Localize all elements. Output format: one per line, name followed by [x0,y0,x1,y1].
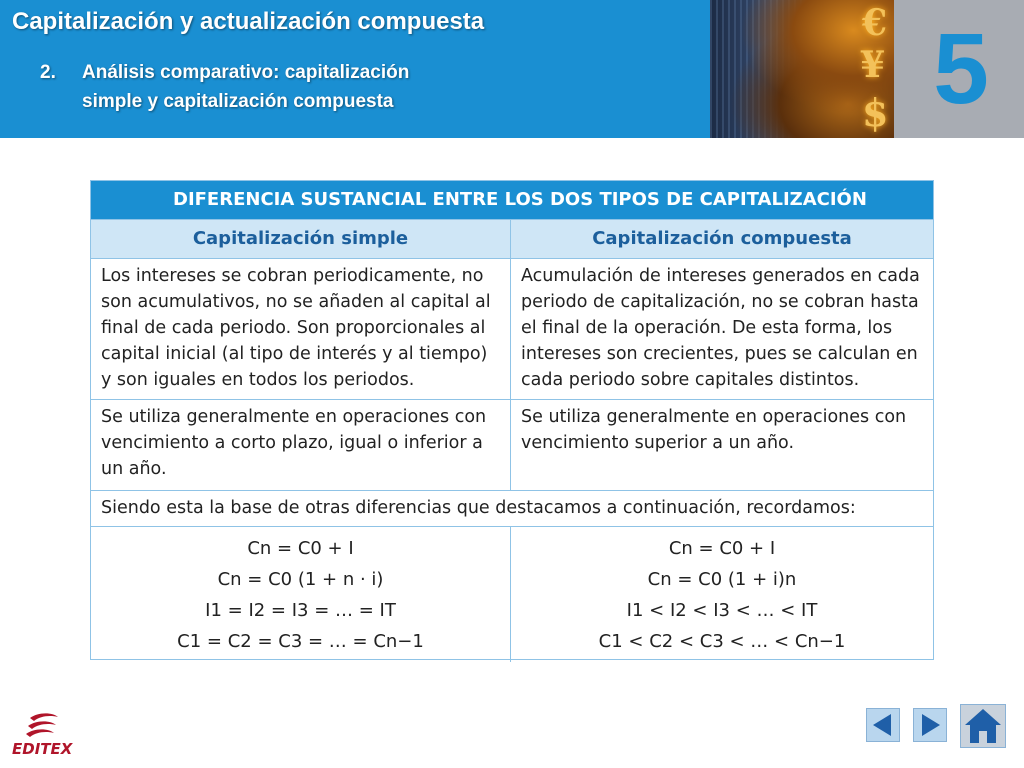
formulas-compound [511,527,933,662]
comparison-table [90,180,934,660]
editex-logo-icon [8,712,78,742]
formula: I1 < I2 < I3 < … < IT [626,600,818,621]
editex-logo [8,712,78,760]
cell-compound-usage: Se utiliza generalmente en operaciones con vencimiento superior a un año. [521,407,907,453]
currency-photo [710,0,894,138]
table-row [91,399,933,490]
table-header-row [91,219,933,258]
formula: Cn = C0 + I [668,538,776,559]
cell-simple-usage: Se utiliza generalmente en operaciones con vencimiento a corto plazo, igual o inferior a un año. [91,400,511,490]
table-note-row: Siendo esta la base de otras diferencias que destacamos a continuación, recordamos: [91,490,933,526]
formula: C1 < C2 < C3 < … < Cn−1 [598,631,846,652]
section-title-line2: simple y capitalización compuesta [82,91,394,112]
formula: Cn = C0 (1 + n · i) [217,569,384,590]
section-heading [40,58,409,116]
table-row [91,258,933,399]
col-header-simple: Capitalización simple [91,220,511,258]
slide-header [0,0,1024,138]
formulas-simple [91,527,511,662]
formula: C1 = C2 = C3 = … = Cn−1 [177,631,424,652]
next-slide-button[interactable] [913,708,947,742]
slide-title: Capitalización y actualización compuesta [12,8,485,35]
formula: Cn = C0 + I [247,538,354,559]
yen-symbol: ¥ [860,44,886,86]
formula: Cn = C0 (1 + i)n [647,569,797,590]
section-title-line1: Análisis comparativo: capitalización [82,62,410,83]
previous-slide-button[interactable] [866,708,900,742]
euro-symbol: € [862,2,888,44]
arrow-right-icon [914,709,946,741]
cell-simple-description: Los intereses se cobran periodicamente, no son acumulativos, no se añaden al capital al final de cada periodo. Son proporcionales al capital inicial (al tipo de interés y al tiempo) y son iguales en todos los periodos. [91,259,511,399]
dollar-symbol: $ [862,90,889,135]
col-header-compound: Capitalización compuesta [592,228,852,249]
arrow-left-icon [867,709,899,741]
formula: I1 = I2 = I3 = … = IT [205,600,396,621]
formula-row [91,526,933,662]
home-icon [961,705,1005,747]
logo-text: EDITEX [12,740,73,758]
home-button[interactable] [960,704,1006,748]
cell-compound-description: Acumulación de intereses generados en cada periodo de capitalización, no se cobran hasta el final de la operación. De esta forma, los intereses son crecientes, pues se calculan en cada periodo sobre capitales distintos. [521,266,920,390]
section-number: 2. [40,62,56,83]
chapter-number: 5 [933,13,989,125]
table-title: DIFERENCIA SUSTANCIAL ENTRE LOS DOS TIPOS DE CAPITALIZACIÓN [91,181,933,219]
